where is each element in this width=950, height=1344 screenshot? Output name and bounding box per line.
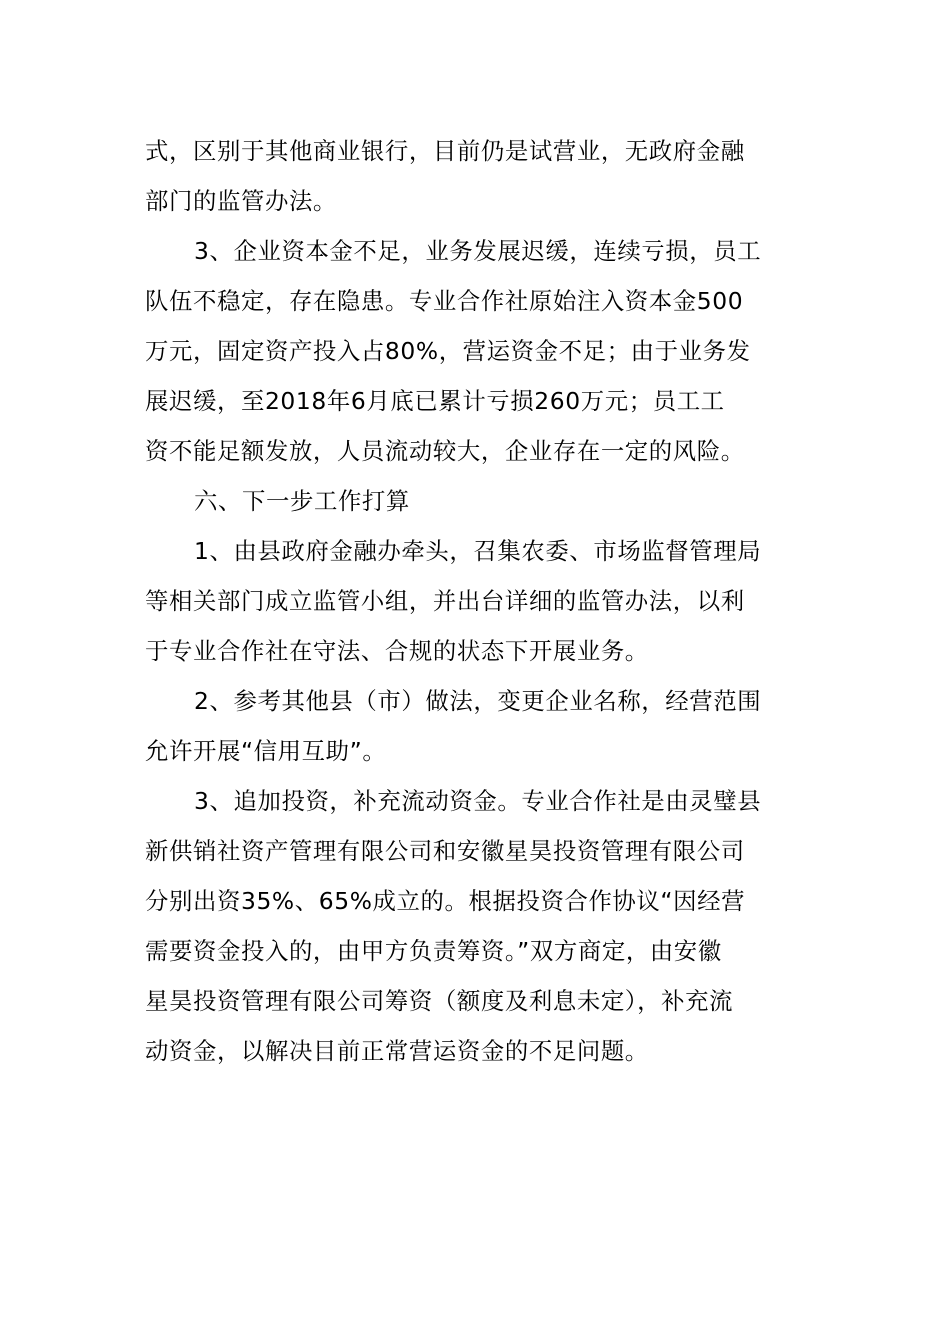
text-line: 需要资金投入的，由甲方负责筹资。”双方商定，由安徽 (145, 937, 722, 965)
paragraph-item-3-investment (145, 776, 805, 1076)
text-line: 新供销社资产管理有限公司和安徽星昊投资管理有限公司 (145, 837, 745, 865)
text-line: 3、企业资本金不足，业务发展迟缓，连续亏损，员工 (194, 237, 762, 265)
text-line: 2、参考其他县（市）做法，变更企业名称，经营范围 (194, 687, 762, 715)
text-line: 等相关部门成立监管小组，并出台详细的监管办法，以利 (145, 587, 745, 615)
text-line: 动资金，以解决目前正常营运资金的不足问题。 (145, 1037, 649, 1065)
text-line: 星昊投资管理有限公司筹资（额度及利息未定），补充流 (145, 987, 734, 1015)
section-heading (145, 476, 805, 526)
paragraph-continuation (145, 126, 805, 226)
document-body (145, 126, 805, 1076)
text-line: 部门的监管办法。 (145, 187, 337, 215)
text-line: 于专业合作社在守法、合规的状态下开展业务。 (145, 637, 649, 665)
text-line: 资不能足额发放，人员流动较大，企业存在一定的风险。 (145, 437, 745, 465)
text-line: 分别出资35%、65%成立的。根据投资合作协议“因经营 (145, 887, 746, 915)
paragraph-item-1 (145, 526, 805, 676)
text-line: 队伍不稳定，存在隐患。专业合作社原始注入资本金500 (145, 287, 744, 315)
paragraph-item-2 (145, 676, 805, 776)
text-line: 展迟缓，至2018年6月底已累计亏损260万元；员工工 (145, 387, 725, 415)
heading-text: 六、下一步工作打算 (194, 487, 410, 515)
text-line: 式，区别于其他商业银行，目前仍是试营业，无政府金融 (145, 137, 745, 165)
text-line: 3、追加投资，补充流动资金。专业合作社是由灵璧县 (194, 787, 762, 815)
text-line: 允许开展“信用互助”。 (145, 737, 387, 765)
text-line: 万元，固定资产投入占80%，营运资金不足；由于业务发 (145, 337, 751, 365)
text-line: 1、由县政府金融办牵头，召集农委、市场监督管理局 (194, 537, 762, 565)
paragraph-item-3-capital (145, 226, 805, 476)
